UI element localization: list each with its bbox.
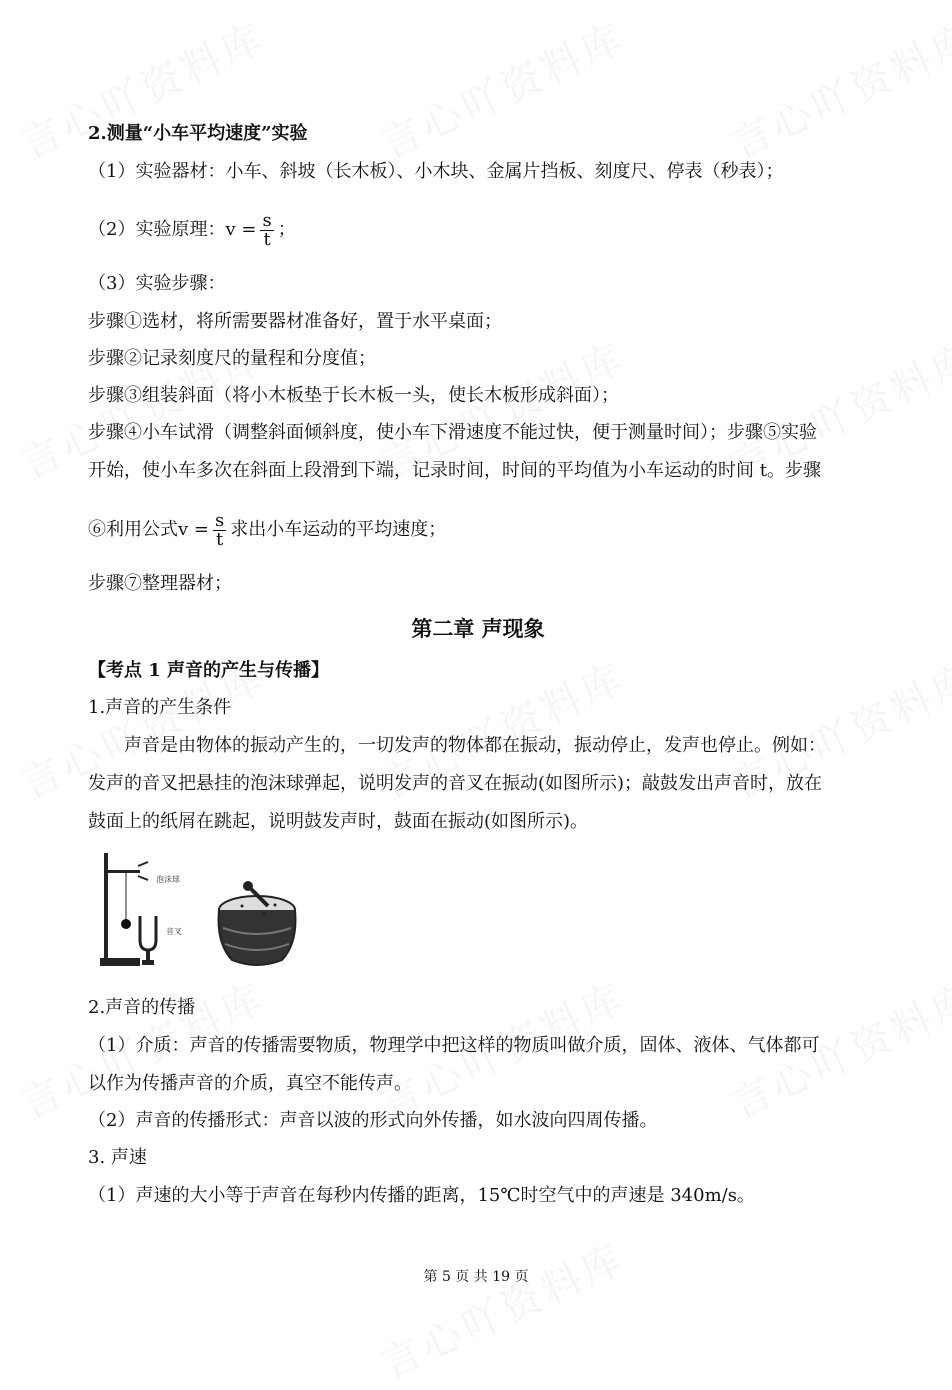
paragraph-line: 发声的音叉把悬挂的泡沫球弹起，说明发声的音叉在振动(如图所示)；敲鼓发出声音时，放在: [88, 773, 823, 794]
experiment-principle: [88, 208, 296, 252]
step-3: 步骤③组装斜面（将小木板垫于长木板一头，使长木板形成斜面）；: [88, 385, 619, 406]
paragraph-line: （2）声音的传播形式：声音以波的形式向外传播，如水波向四周传播。: [88, 1110, 658, 1131]
foam-ball-icon: [121, 919, 131, 929]
step-4-line-1: 步骤④小车试滑（调整斜面倾斜度，使小车下滑速度不能过快，便于测量时间）；步骤⑤实验: [88, 422, 817, 443]
step-6-prefix: ⑥利用公式: [88, 519, 178, 540]
kaodian-title: 【考点 1 声音的产生与传播】: [88, 660, 330, 681]
watermark: [720, 7, 952, 170]
watermark: [370, 1227, 633, 1390]
tuning-fork-icon: [140, 916, 156, 965]
formula-fraction: [213, 509, 226, 550]
principle-label: （2）实验原理：: [88, 219, 226, 240]
step-2: 步骤②记录刻度尺的量程和分度值；: [88, 348, 376, 369]
formula-fraction: [260, 209, 273, 250]
paragraph-line: 鼓面上的纸屑在跳起，说明鼓发声时，鼓面在振动(如图所示)。: [88, 811, 589, 832]
experiment-equipment: （1）实验器材：小车、斜坡（长木板）、小木块、金属片挡板、刻度尺、停表（秒表）；: [88, 161, 784, 182]
sound-figure: [92, 848, 312, 982]
page-footer: 第 5 页 共 19 页: [423, 1269, 529, 1285]
subsection-sound-propagation: 2.声音的传播: [88, 997, 196, 1018]
step-7: 步骤⑦整理器材；: [88, 573, 232, 594]
subsection-sound-speed: 3. 声速: [88, 1147, 147, 1168]
chapter-title: 第二章 声现象: [411, 616, 545, 641]
figure-label-ball: 泡沫球: [156, 875, 180, 884]
figure-label-fork: 音叉: [166, 927, 182, 936]
paragraph-line: 以作为传播声音的介质，真空不能传声。: [88, 1073, 412, 1094]
paragraph-line: 声音是由物体的振动产生的，一切发声的物体都在振动，振动停止，发声也停止。例如：: [124, 735, 826, 756]
experiment-steps-heading: （3）实验步骤：: [88, 273, 226, 294]
formula-numerator: s: [262, 209, 272, 231]
watermark: [370, 7, 633, 170]
step-6: [88, 508, 446, 552]
formula-denominator: t: [215, 528, 224, 550]
formula-lhs: v =: [178, 519, 209, 540]
paragraph-line: （1）介质：声音的传播需要物质，物理学中把这样的物质叫做介质，固体、液体、气体都可: [88, 1035, 820, 1056]
step-1: 步骤①选材，将所需要器材准备好，置于水平桌面；: [88, 311, 502, 332]
tuning-fork-and-drum-illustration: [92, 848, 312, 978]
principle-suffix: ；: [277, 219, 296, 240]
formula-denominator: t: [263, 228, 271, 250]
formula-numerator: s: [214, 509, 225, 531]
stand-icon: [100, 853, 148, 966]
drum-icon: [219, 881, 296, 965]
step-4-line-2: 开始，使小车多次在斜面上段滑到下端，记录时间，时间的平均值为小车运动的时间 t。步骤: [88, 460, 821, 481]
formula-lhs: v =: [225, 219, 257, 240]
step-6-suffix: 求出小车运动的平均速度；: [230, 519, 447, 540]
subsection-sound-production: 1.声音的产生条件: [88, 697, 232, 718]
paragraph-line: （1）声速的大小等于声音在每秒内传播的距离，15℃时空气中的声速是 340m/s。: [88, 1185, 755, 1206]
section-title: 2.测量“小车平均速度”实验: [88, 123, 308, 144]
